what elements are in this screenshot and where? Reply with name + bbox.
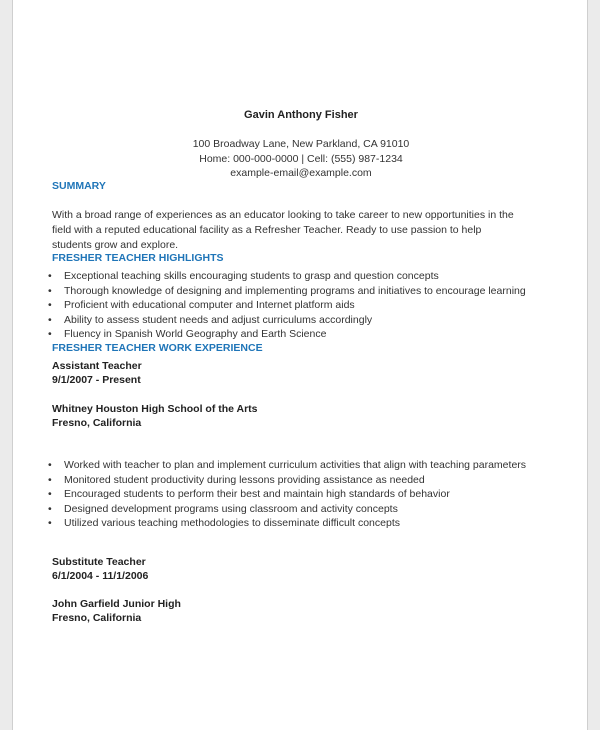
job-dates: 6/1/2004 - 11/1/2006 bbox=[52, 570, 149, 582]
job-employer: Whitney Houston High School of the Arts bbox=[52, 403, 258, 415]
list-item: • Fluency in Spanish World Geography and Earth Science bbox=[35, 327, 526, 342]
summary-text: With a broad range of experiences as an educator looking to take career to new opportunities in the field with a reputed educational facility as a Refresher Teacher. Ready to use passion to help students grow and explore. bbox=[52, 209, 514, 251]
list-item: • Thorough knowledge of designing and implementing programs and initiatives to encourage learning bbox=[35, 284, 526, 299]
highlights-list bbox=[35, 269, 526, 342]
list-item: • Encouraged students to perform their best and maintain high standards of behavior bbox=[35, 487, 526, 502]
job-employer: John Garfield Junior High bbox=[52, 598, 181, 610]
candidate-name: Gavin Anthony Fisher bbox=[244, 109, 358, 121]
job-location: Fresno, California bbox=[52, 417, 142, 429]
list-item: • Worked with teacher to plan and implement curriculum activities that align with teaching parameters bbox=[35, 458, 526, 473]
address-line: 100 Broadway Lane, New Parkland, CA 91010 bbox=[192, 138, 410, 150]
job-dates: 9/1/2007 - Present bbox=[52, 374, 141, 386]
list-item: • Utilized various teaching methodologies to disseminate difficult concepts bbox=[35, 516, 526, 531]
job-location: Fresno, California bbox=[52, 612, 142, 624]
list-item: • Monitored student productivity during lessons providing assistance as needed bbox=[35, 473, 526, 488]
list-item: • Ability to assess student needs and adjust curriculums accordingly bbox=[35, 313, 526, 328]
job-title: Assistant Teacher bbox=[52, 360, 142, 372]
experience-heading: FRESHER TEACHER WORK EXPERIENCE bbox=[52, 342, 263, 354]
phone-line: Home: 000-000-0000 | Cell: (555) 987-1234 bbox=[199, 153, 403, 165]
list-item: • Proficient with educational computer and Internet platform aids bbox=[35, 298, 526, 313]
highlights-heading: FRESHER TEACHER HIGHLIGHTS bbox=[52, 252, 224, 264]
list-item: • Exceptional teaching skills encouraging students to grasp and question concepts bbox=[35, 269, 526, 284]
job-title: Substitute Teacher bbox=[52, 556, 146, 568]
job-duties-list bbox=[35, 458, 526, 531]
resume-page bbox=[12, 0, 588, 730]
email-line: example-email@example.com bbox=[230, 167, 372, 179]
summary-heading: SUMMARY bbox=[52, 180, 106, 192]
list-item: • Designed development programs using classroom and activity concepts bbox=[35, 502, 526, 517]
